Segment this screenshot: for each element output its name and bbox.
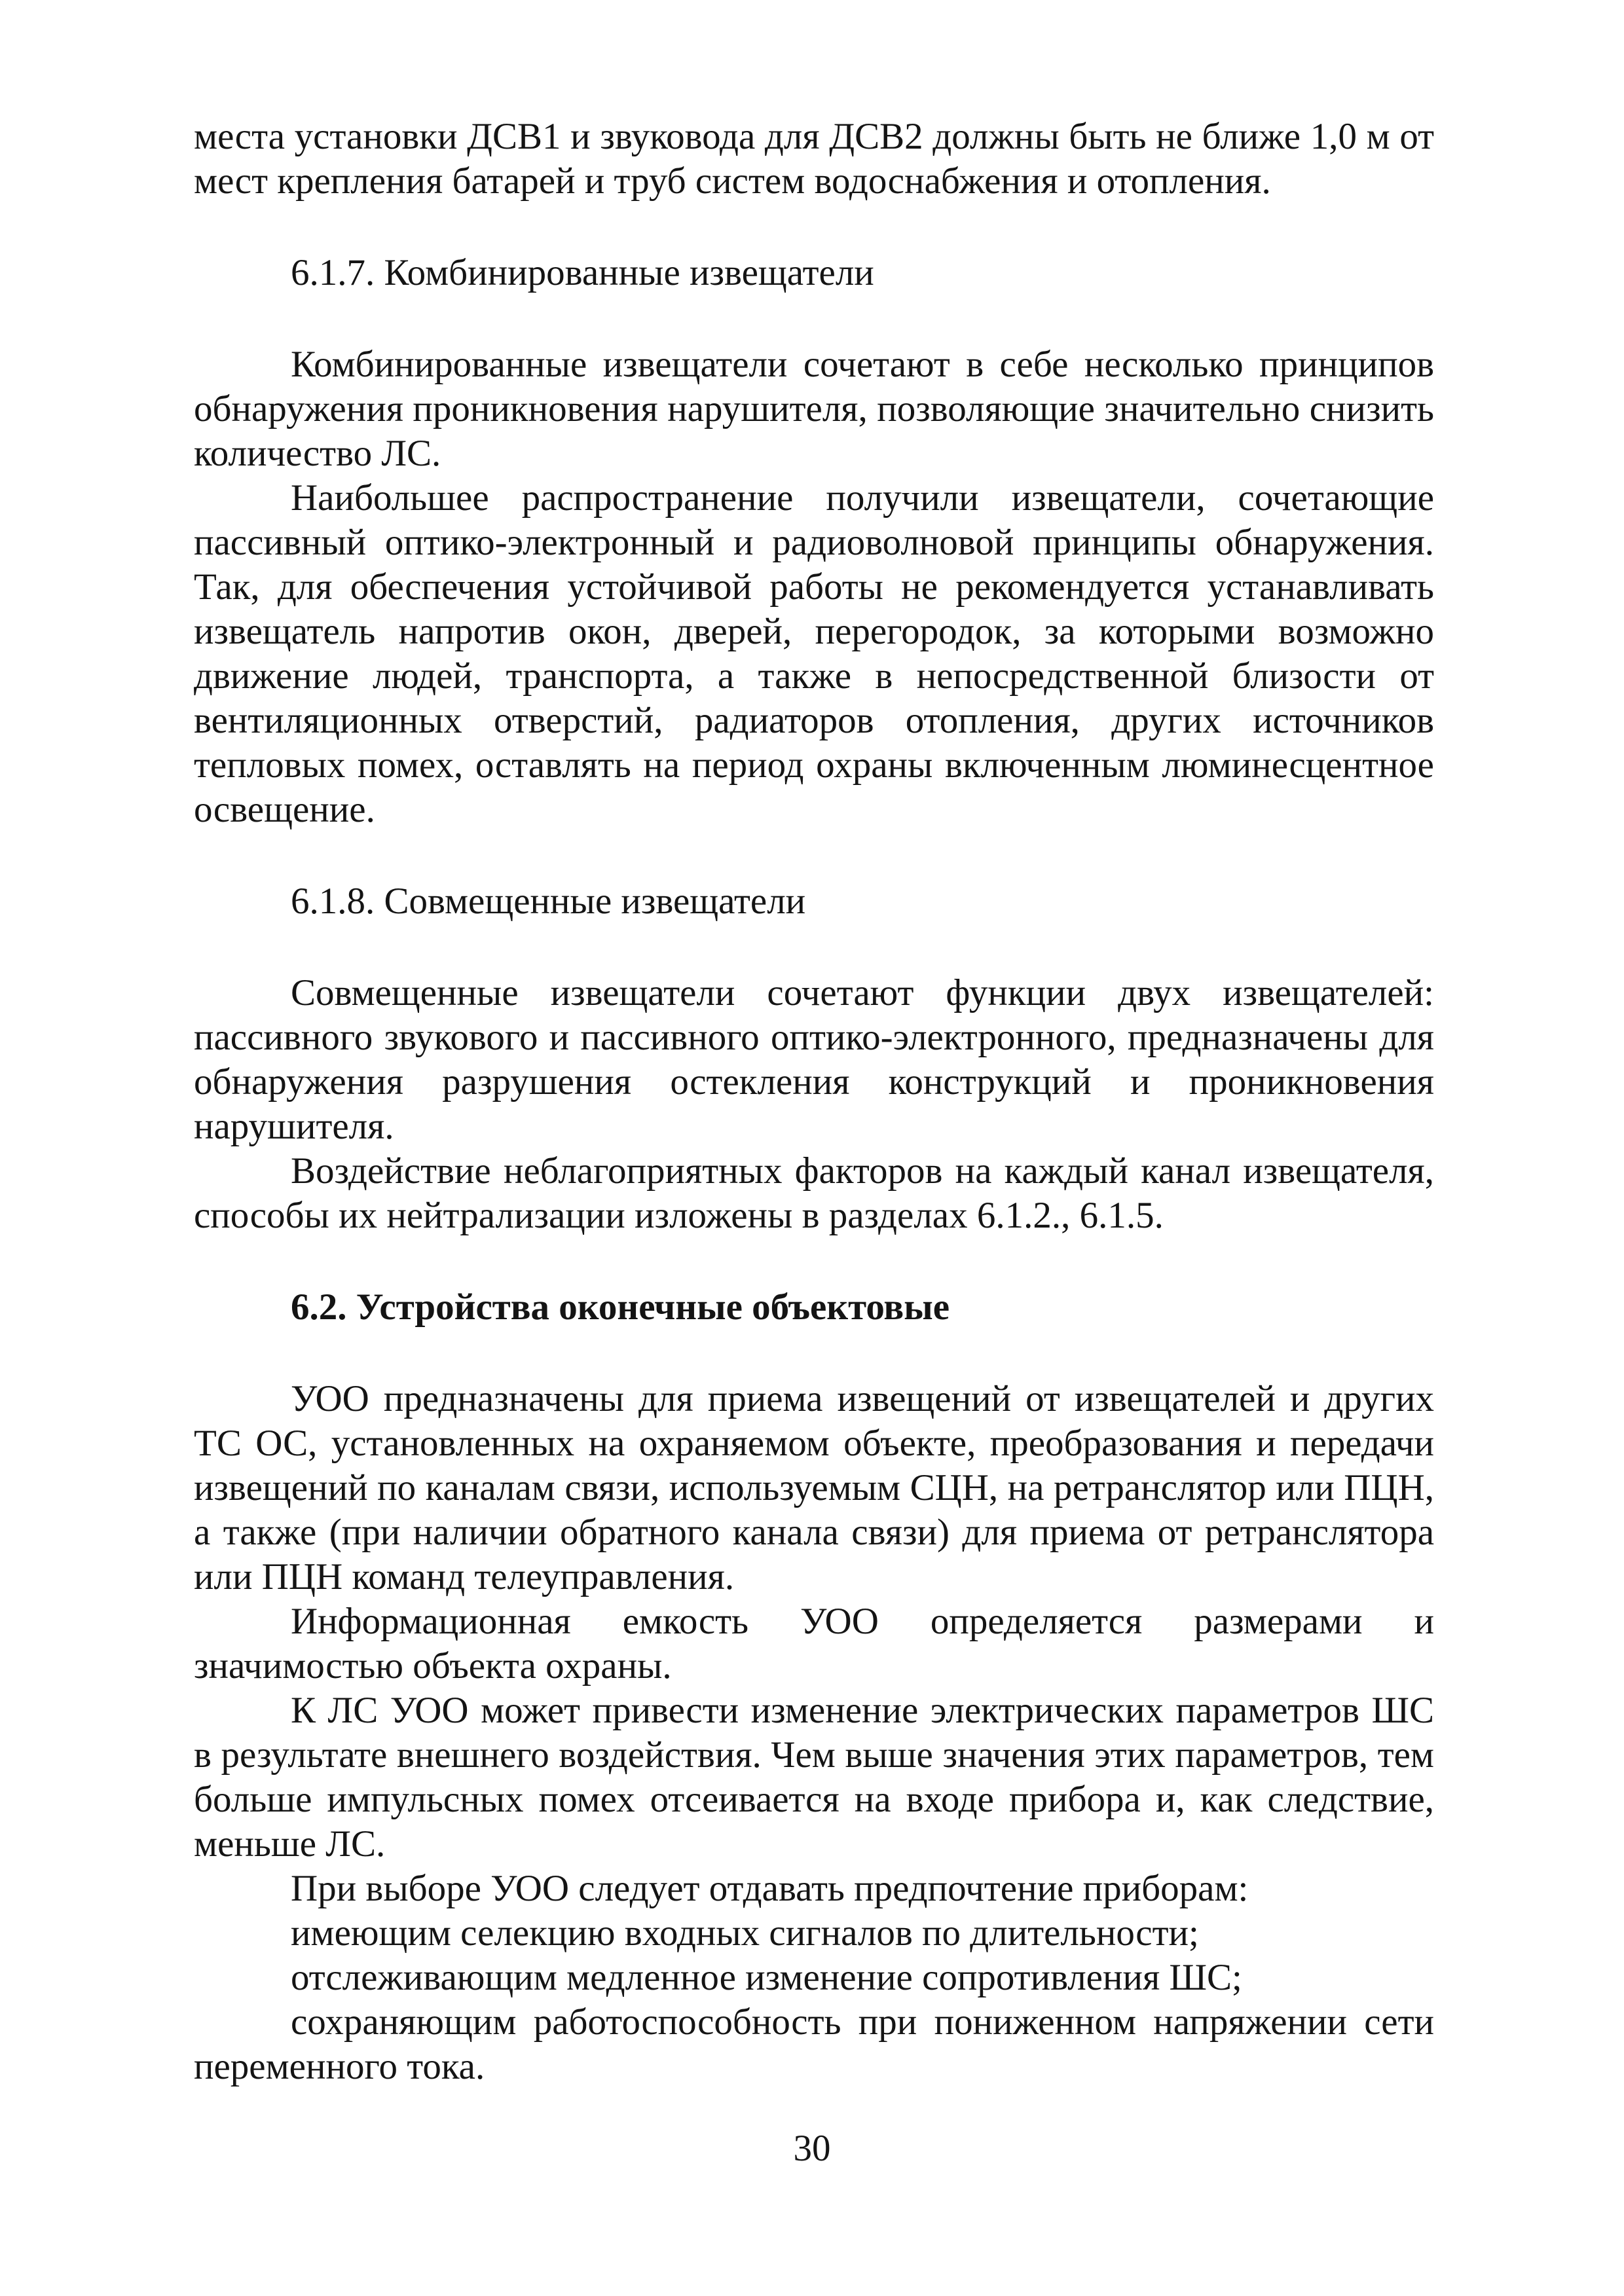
document-page [194, 115, 1434, 2089]
list-item-tracking: отслеживающим медленное изменение сопротивления ШС; [291, 1957, 1242, 1998]
list-item-selection: имеющим селекцию входных сигналов по длительности; [291, 1912, 1199, 1954]
paragraph-6-2-4: При выборе УОО следует отдавать предпочтение приборам: [291, 1868, 1249, 1909]
paragraph-6-1-8-2: Воздействие неблагоприятных факторов на каждый канал извещателя, способы их нейтрализации изложены в разделах 6.1.2., 6.1.5. [194, 1150, 1434, 1236]
paragraph-6-1-8-1: Совмещенные извещатели сочетают функции двух извещателей: пассивного звукового и пассивного оптико-электронного, предназначены для обнаружения разрушения остекления конструкций и проникновения нарушителя. [194, 972, 1434, 1147]
continuation-paragraph: места установки ДСВ1 и звуковода для ДСВ2 должны быть не ближе 1,0 м от мест крепления батарей и труб систем водоснабжения и отопления. [194, 116, 1434, 202]
paragraph-6-2-2: Информационная емкость УОО определяется размерами и значимостью объекта охраны. [194, 1601, 1434, 1686]
page-number: 30 [793, 2128, 831, 2169]
paragraph-6-2-3: К ЛС УОО может привести изменение электрических параметров ШС в результате внешнего воздействия. Чем выше значения этих параметров, тем больше импульсных помех отсеивается на входе прибора и, как следствие, меньше ЛС. [194, 1690, 1434, 1865]
section-heading-6-1-8: 6.1.8. Совмещенные извещатели [291, 881, 806, 922]
section-heading-6-1-7: 6.1.7. Комбинированные извещатели [291, 252, 874, 293]
section-heading-6-2: 6.2. Устройства оконечные объектовые [291, 1286, 950, 1328]
paragraph-6-1-7-2: Наибольшее распространение получили извещатели, сочетающие пассивный оптико-электронный и радиоволновой принципы обнаружения. Так, для обеспечения устойчивой работы не рекомендуется устанавливать извещатель напротив окон, дверей, перегородок, за которыми возможно движение людей, транспорта, а также в непосредственной близости от вентиляционных отверстий, радиаторов отопления, других источников тепловых помех, оставлять на период охраны включенным люминесцентное освещение. [194, 477, 1434, 830]
list-item-low-voltage: сохраняющим работоспособность при пониженном напряжении сети переменного тока. [194, 2001, 1434, 2087]
paragraph-6-1-7-1: Комбинированные извещатели сочетают в себе несколько принципов обнаружения проникновения нарушителя, позволяющие значительно снизить количество ЛС. [194, 344, 1434, 474]
paragraph-6-2-1: УОО предназначены для приема извещений от извещателей и других ТС ОС, установленных на охраняемом объекте, преобразования и передачи извещений по каналам связи, используемым СЦН, на ретранслятор или ПЦН, а также (при наличии обратного канала связи) для приема от ретранслятора или ПЦН команд телеуправления. [194, 1378, 1434, 1597]
